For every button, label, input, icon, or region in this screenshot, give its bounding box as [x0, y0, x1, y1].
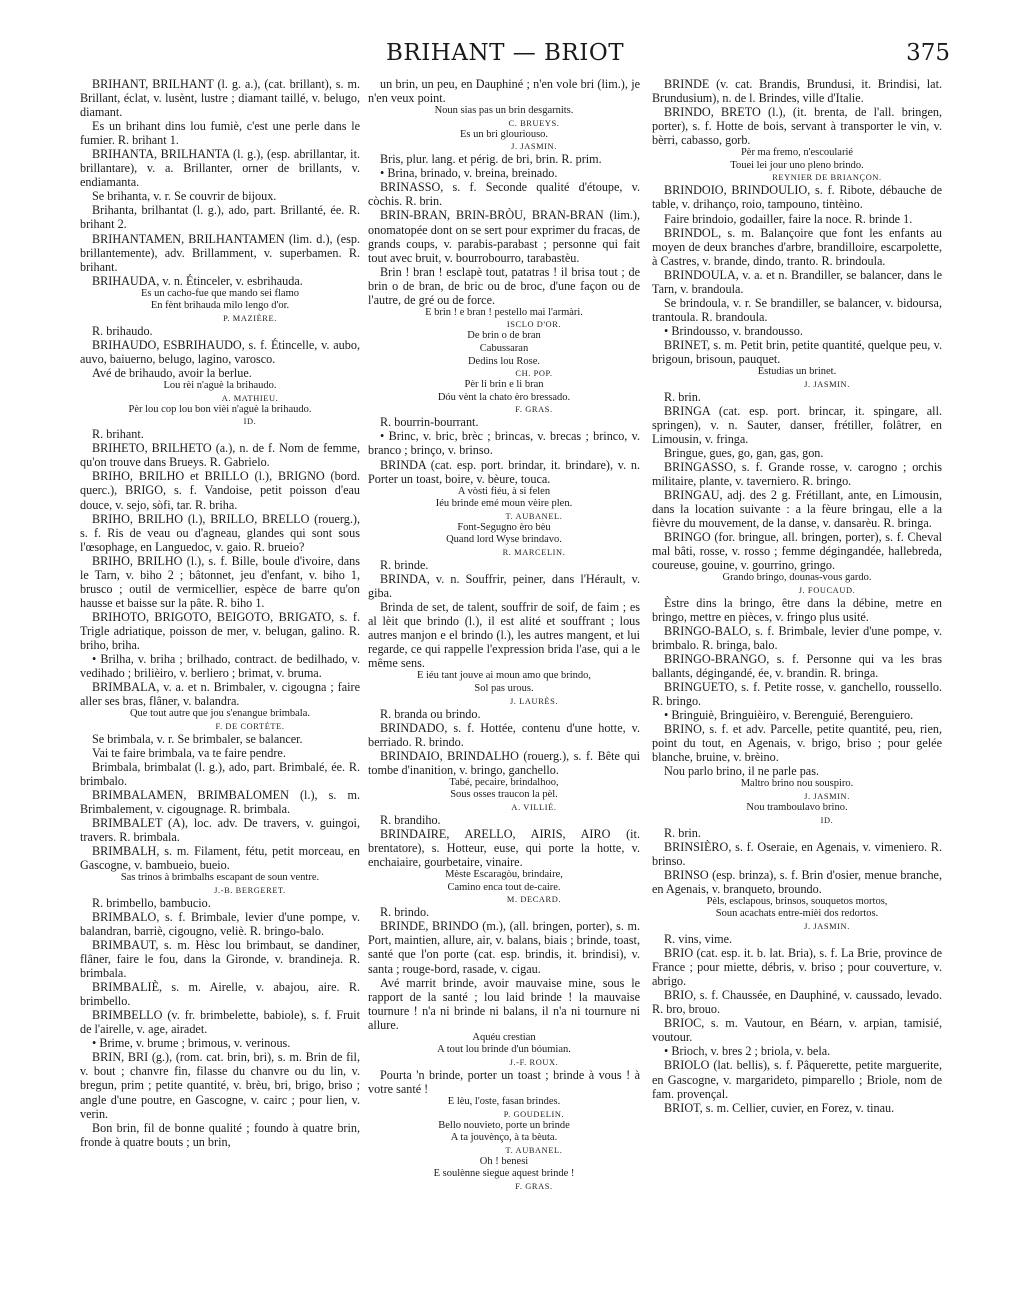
dictionary-entry: • Brilha, v. briha ; brilhado, contract. de bedilhado, v. vedihado ; brilièiro, v. berliero ; brimat, v. bruma. — [80, 652, 360, 681]
quotation-source: F. DE CORTÈTE. — [215, 721, 285, 731]
dictionary-entry: Brin ! bran ! esclapè tout, patatras ! il brisa tout ; de brin o de bran, de bric ou de broc, d'une façon ou de l'autre, de gré ou de force. — [368, 264, 640, 307]
quotation-source: ISCLO D'OR. — [506, 320, 562, 330]
page-number: 375 — [906, 40, 950, 66]
dictionary-entry: BRIHANTA, BRILHANTA (l. g.), (esp. abrillantar, it. brillantare), v. a. Brillanter, orner de brillants, v. endiamanta. — [80, 147, 360, 190]
dictionary-entry: BRINGASSO, s. f. Grande rosse, v. carogno ; orchis militaire, plante, v. taverniero. R. bringo. — [652, 459, 942, 488]
quotation-source: J. JASMIN. — [804, 792, 850, 802]
quotation-line: Noun sias pas un brin desgarnits. — [434, 105, 574, 117]
dictionary-entry: Faire brindoio, godailler, faire la noce. R. brinde 1. — [664, 211, 913, 226]
dictionary-entry: BRIMBALAMEN, BRIMBALOMEN (l.), s. m. Brimbalement, v. cigougnage. R. brimbala. — [80, 787, 360, 817]
dictionary-entry: R. vins, vime. — [664, 932, 733, 947]
dictionary-entry: R. brandiho. — [380, 812, 441, 827]
quotation-line: Mèste Escaragòu, brindaire, — [445, 869, 563, 881]
dictionary-entry: BRIHETO, BRILHETO (a.), n. de f. Nom de femme, qu'on trouve dans Brueys. R. Gabrielo. — [80, 441, 360, 470]
quotation-line: Pèr ma fremo, n'escoularié — [740, 147, 854, 159]
dictionary-entry: R. branda ou brindo. — [380, 706, 481, 721]
dictionary-entry: R. brimbello, bambucio. — [92, 895, 211, 910]
dictionary-entry: BRIOLO (lat. bellis), s. f. Pâquerette, petite marguerite, en Gascogne, v. margarideto, pimparello ; Briole, nom de fam. provençal. — [652, 1058, 942, 1101]
dictionary-column-right — [652, 77, 942, 1115]
dictionary-entry: BRINDE (v. cat. Brandis, Brundusi, it. Brindisi, lat. Brundusium), n. de l. Brindes, ville d'Italie. — [652, 77, 942, 106]
dictionary-entry: BRIHO, BRILHO et BRILLO (l.), BRIGNO (bord. querc.), BRIGO, s. f. Vandoise, petit poisson d'eau douce, v. sejo, sòfi, tar. R. briha. — [80, 469, 360, 512]
quotation-source: A. MATHIEU. — [221, 393, 279, 403]
dictionary-entry: BRIMBELLO (v. fr. brimbelette, babiole), s. f. Fruit de l'airelle, v. age, airadet. — [80, 1008, 360, 1037]
dictionary-entry: BRIOC, s. m. Vautour, en Béarn, v. arpian, tamisié, voutour. — [652, 1016, 942, 1045]
quotation-source: C. BRUEYS. — [508, 118, 560, 128]
quotation-line: Es un cacho-fue que mando sei flamo — [140, 287, 300, 299]
dictionary-entry: • Brime, v. brume ; brimous, v. verinous. — [92, 1036, 291, 1051]
dictionary-entry: BRINDOIO, BRINDOULIO, s. f. Ribote, débauche de table, v. drihanço, roio, tampouno, tintèino. — [652, 183, 942, 212]
quotation-source: R. MARCELIN. — [502, 547, 566, 557]
quotation-source: ID. — [820, 815, 834, 825]
dictionary-entry: • Bringuiè, Bringuièiro, v. Berenguié, Berenguiero. — [664, 708, 914, 723]
quotation-line: Pèls, esclapous, brinsos, souquetos mortos, — [706, 895, 888, 907]
quotation-line: Maltro brino nou souspiro. — [740, 778, 854, 790]
dictionary-column-middle — [368, 77, 640, 1192]
quotation-line: Camino enca tout de-caire. — [447, 881, 561, 893]
quotation-source: J.-F. ROUX. — [509, 1057, 559, 1067]
quotation-line: Estudias un brinet. — [757, 366, 837, 378]
quotation-line: E lèu, l'oste, fasan brindes. — [447, 1096, 561, 1108]
quotation-line: E brin ! e bran ! pestello mai l'armàri. — [425, 306, 583, 318]
quotation-line: Lou rèi n'aguè la brihaudo. — [163, 380, 277, 392]
dictionary-entry: BRINDOL, s. m. Balançoire que font les enfants au moyen de deux branches d'arbre, brandilloire, escarpolette, à Castres, v. brande, dindo, tranto. R. brindoula. — [652, 225, 942, 268]
quotation-source: F. GRAS. — [515, 405, 553, 415]
quotation-line: Tabé, pecaire, brindalhoo, — [449, 776, 559, 788]
dictionary-entry: Se brimbala, v. r. Se brimbaler, se balancer. — [92, 731, 303, 746]
quotation-line: Grando bringo, dounas-vous gardo. — [722, 572, 872, 584]
quotation-source: M. DECARD. — [506, 895, 562, 905]
dictionary-entry: un brin, un peu, en Dauphiné ; n'en vole bri (lim.), je n'en veux point. — [368, 77, 640, 106]
dictionary-entry: BRIHAUDA, v. n. Étinceler, v. esbrihauda. — [92, 273, 303, 288]
dictionary-entry: • Brioch, v. bres 2 ; briola, v. bela. — [664, 1044, 831, 1059]
dictionary-entry: BRINDAIRE, ARELLO, AIRIS, AIRO (it. brentatore), s. Hotteur, euse, qui porte la hotte, v. enchaiaire, gourbetaire, vinaire. — [368, 827, 640, 870]
quotation-line: Que tout autre que jou s'enangue brimbala. — [129, 708, 311, 720]
quotation-line: Sas trinos à brimbalhs escapant de soun ventre. — [120, 872, 320, 884]
dictionary-entry: BRINGA (cat. esp. port. brincar, it. spingare, all. springen), v. n. Sauter, danser, frétiller, folâtrer, en Limousin, v. fringa. — [652, 403, 942, 446]
dictionary-entry: BRINO, s. f. et adv. Parcelle, petite quantité, peu, rien, point du tout, en Agenais, v. brigo, briso ; pour gelée blanche, bruine, v. brèino. — [652, 722, 942, 765]
quotation-line: En fènt brihauda milo lengo d'or. — [150, 300, 290, 312]
quotation-line: E soulènne siegue aquest brinde ! — [433, 1168, 575, 1180]
dictionary-entry: • Brindousso, v. brandousso. — [664, 323, 803, 338]
quotation-line: A ta jouvènço, à ta bèuta. — [450, 1132, 558, 1144]
dictionary-entry: BRINASSO, s. f. Seconde qualité d'étoupe, v. còchis. R. brin. — [368, 180, 640, 209]
dictionary-entry: BRINDE, BRINDO (m.), (all. bringen, porter), s. m. Port, maintien, allure, air, v. balans, biais ; brinde, toast, santé que l'on porte (cat. esp. brindis, it. brindisi), v. santa ; rouge-bord, rasade, v. cigau. — [368, 919, 640, 976]
dictionary-entry: BRIHOTO, BRIGOTO, BEIGOTO, BRIGATO, s. f. Trigle adriatique, poisson de mer, v. belugan, galino. R. briho, briha. — [80, 609, 360, 652]
quotation-line: Quand lord Wyse brindavo. — [446, 534, 562, 546]
quotation-source: J. LAURÈS. — [509, 696, 559, 706]
dictionary-entry: BRINGO (for. bringue, all. bringen, porter), s. f. Cheval mal bâti, rosse, v. rosso ; femme dégingandée, hallebreda, coureuse, gouine, v. gourrino, gringo. — [652, 530, 942, 573]
dictionary-entry: BRINGO-BRANGO, s. f. Personne qui va les bras ballants, dégingandé, ée, v. brandin. R. bringa. — [652, 652, 942, 681]
dictionary-column-left — [80, 77, 360, 1149]
quotation-line: Aquéu crestian — [472, 1031, 536, 1043]
dictionary-entry: BRIMBALIÈ, s. m. Airelle, v. abajou, aire. R. brimbello. — [80, 980, 360, 1009]
quotation-source: ID. — [243, 417, 257, 427]
dictionary-entry: BRIMBALH, s. m. Filament, fétu, petit morceau, en Gascogne, v. bambueio, bueio. — [80, 844, 360, 873]
quotation-line: Dedins lou Rose. — [467, 355, 541, 367]
quotation-line: E iéu tant jouve ai moun amo que brindo, — [416, 670, 592, 682]
dictionary-entry: BRINDO, BRETO (l.), (it. brenta, de l'all. bringen, porter), s. f. Hotte de bois, servant à transporter le vin, v. bèrri, cabasso, gorb. — [652, 105, 942, 148]
page-header — [0, 40, 1024, 76]
dictionary-entry: BRINDADO, s. f. Hottée, contenu d'une hotte, v. berriado. R. brindo. — [368, 720, 640, 749]
quotation-source: J. FOUCAUD. — [798, 585, 856, 595]
dictionary-entry: BRIMBALO, s. f. Brimbale, levier d'une pompe, v. balandran, barriè, cigougno, veliè. R. bringo-balo. — [80, 909, 360, 938]
quotation-line: Touei lei jour uno pleno brindo. — [730, 159, 864, 171]
dictionary-entry: Pourta 'n brinde, porter un toast ; brinde à vous ! à votre santé ! — [368, 1067, 640, 1096]
quotation-line: Oh ! benesi — [479, 1155, 529, 1167]
dictionary-entry: BRIHANT, BRILHANT (l. g. a.), (cat. brillant), s. m. Brillant, éclat, v. lusènt, lustre ; diamant taillé, v. belugo, diamant. — [80, 77, 360, 120]
quotation-source: A. VILLIÉ. — [511, 802, 557, 812]
quotation-line: De brin o de bran — [467, 330, 541, 342]
quotation-source: P. GOUDELIN. — [503, 1109, 565, 1119]
dictionary-entry: BRINSIÈRO, s. f. Oseraie, en Agenais, v. vimeniero. R. brinso. — [652, 839, 942, 868]
dictionary-entry: BRINGUETO, s. f. Petite rosse, v. ganchello, roussello. R. bringo. — [652, 680, 942, 709]
dictionary-entry: R. brihaudo. — [92, 323, 153, 338]
quotation-source: CH. POP. — [515, 369, 553, 379]
dictionary-entry: Brihanta, brilhantat (l. g.), ado, part. Brillanté, ée. R. brihant 2. — [80, 203, 360, 232]
quotation-source: T. AUBANEL. — [505, 1145, 563, 1155]
dictionary-entry: BRINDA, v. n. Souffrir, peiner, dans l'Hérault, v. giba. — [368, 572, 640, 601]
quotation-source: F. GRAS. — [515, 1182, 553, 1191]
dictionary-entry: Es un brihant dins lou fumiè, c'est une perle dans le fumier. R. brihant 1. — [80, 119, 360, 148]
quotation-source: P. MAZIÈRE. — [223, 313, 277, 323]
dictionary-entry: BRINDA (cat. esp. port. brindar, it. brindare), v. n. Porter un toast, boire, v. bèure, touca. — [368, 457, 640, 486]
dictionary-entry: R. brin. — [664, 389, 701, 404]
dictionary-entry: BRIO (cat. esp. it. b. lat. Bria), s. f. La Brie, province de France ; pour miette, débris, v. briso ; pour couverture, v. abrigo. — [652, 946, 942, 989]
quotation-line: Iéu brinde emé moun vèire plen. — [435, 498, 573, 510]
dictionary-entry: BRINSO (esp. brinza), s. f. Brin d'osier, menue branche, en Agenais, v. branqueto, broundo. — [652, 867, 942, 896]
dictionary-entry: BRIHO, BRILHO (l.), s. f. Bille, boule d'ivoire, dans le Tarn, v. biho 2 ; bâtonnet, jeu d'enfant, v. biho 1, brusco ; outil de vermicellier, espèce de barre qu'on hausse et baisse sur la pâte. R. biho 1. — [80, 553, 360, 610]
dictionary-entry: R. bourrin-bourrant. — [380, 415, 479, 430]
dictionary-entry: • Brina, brinado, v. breina, breinado. — [380, 166, 558, 181]
quotation-line: Pèr lou cop lou bon vièi n'aguè la brihaudo. — [128, 403, 312, 415]
dictionary-entry: Avé de brihaudo, avoir la berlue. — [92, 366, 252, 381]
dictionary-entry: Se brihanta, v. r. Se couvrir de bijoux. — [92, 189, 277, 204]
quotation-source: T. AUBANEL. — [505, 511, 563, 521]
dictionary-entry: BRIMBALA, v. a. et n. Brimbaler, v. cigougna ; faire aller ses bras, flâner, v. balandra. — [80, 680, 360, 709]
dictionary-entry: BRIHANTAMEN, BRILHANTAMEN (lim. d.), (esp. brillantemente), adv. Brillamment, v. superbamen. R. brihant. — [80, 231, 360, 274]
dictionary-entry: Vai te faire brimbala, va te faire pendre. — [92, 745, 286, 760]
quotation-line: Cabussaran — [479, 342, 529, 354]
quotation-line: Sol pas urous. — [474, 682, 534, 694]
quotation-line: Sous osses traucon la pèl. — [450, 789, 558, 801]
dictionary-entry: R. brihant. — [92, 427, 144, 442]
dictionary-entry: Bon brin, fil de bonne qualité ; foundo à quatre brin, fronde à quatre bouts ; un brin, — [80, 1120, 360, 1149]
quotation-line: Pèr li brin e li bran — [464, 379, 544, 391]
dictionary-entry: BRIHO, BRILHO (l.), BRILLO, BRELLO (rouerg.), s. f. Ris de veau ou d'agneau, glandes qui sont sous l'œsophage, en Languedoc, v. gaio. R. brueio? — [80, 511, 360, 554]
quotation-line: Soun acachats entre-mièi dos redortos. — [715, 908, 879, 920]
dictionary-entry: Avé marrit brinde, avoir mauvaise mine, sous le rapport de la santé ; lou laid brinde ! la mauvaise tournure ! n'a ni brinde ni balans, il n'a ni tournure ni allure. — [368, 975, 640, 1032]
quotation-source: J.-B. BERGERET. — [214, 885, 286, 895]
dictionary-entry: BRINGO-BALO, s. f. Brimbale, levier d'une pompe, v. brimbalo. R. bringa, balo. — [652, 623, 942, 652]
quotation-line: A tout lou brinde d'un bóumian. — [437, 1044, 571, 1056]
dictionary-entry: Se brindoula, v. r. Se brandiller, se balancer, v. bidoursa, trantoula. R. brandoula. — [652, 295, 942, 324]
dictionary-entry: BRIN-BRAN, BRIN-BRÒU, BRAN-BRAN (lim.), onomatopée dont on se sert pour exprimer du fracas, de grands coups, v. parabis-parabast ; personne qui fait tout avec bruit, v. bourrobourro, tarabastèu. — [368, 208, 640, 265]
dictionary-entry: Èstre dins la bringo, être dans la débine, metre en bringo, mettre en pièces, v. fringo plus usité. — [652, 595, 942, 624]
quotation-source: J. JASMIN. — [804, 922, 850, 932]
dictionary-entry: R. brin. — [664, 825, 701, 840]
dictionary-entry: R. brinde. — [380, 557, 429, 572]
dictionary-entry: BRIHAUDO, ESBRIHAUDO, s. f. Étincelle, v. aubo, auvo, baiuerno, belugo, lagino, varosco. — [80, 337, 360, 366]
quotation-line: Dóu vènt la chato èro bressado. — [437, 391, 571, 403]
dictionary-entry: Bris, plur. lang. et périg. de bri, brin. R. prim. — [380, 152, 602, 167]
dictionary-entry: BRIOT, s. m. Cellier, cuvier, en Forez, v. tinau. — [664, 1100, 895, 1115]
quotation-source: REYNIER DE BRIANÇON. — [772, 173, 882, 183]
dictionary-entry: BRIMBAUT, s. m. Hèsc lou brimbaut, se dandiner, flâner, faire le fou, dans la Gironde, v. brandineja. R. brimbala. — [80, 938, 360, 981]
dictionary-entry: R. brindo. — [380, 905, 430, 920]
dictionary-entry: BRINDOULA, v. a. et n. Brandiller, se balancer, dans le Tarn, v. brandoula. — [652, 267, 942, 296]
dictionary-entry: BRIMBALET (A), loc. adv. De travers, v. guingoi, travers. R. brimbala. — [80, 816, 360, 845]
dictionary-entry: BRINET, s. m. Petit brin, petite quantité, quelque peu, v. brigoun, brisoun, pauquet. — [652, 337, 942, 366]
dictionary-entry: BRIN, BRI (g.), (rom. cat. brin, bri), s. m. Brin de fil, v. bout ; chanvre fin, filasse du chanvre ou du lin, v. bregun, prim ; petite quantité, v. brèu, bri, brigo, briso ; angle d'une poutre, en Gascogne, v. cairc ; pour lien, v. verin. — [80, 1050, 360, 1121]
quotation-line: Bello nouvieto, porte un brinde — [438, 1119, 570, 1131]
quotation-line: Font-Segugno èro bèu — [457, 521, 551, 533]
quotation-line: Nou tramboulavo brino. — [746, 802, 848, 814]
dictionary-entry: Brimbala, brimbalat (l. g.), ado, part. Brimbalé, ée. R. brimbalo. — [80, 759, 360, 788]
page-title: BRIHANT — BRIOT — [385, 40, 625, 66]
dictionary-entry: Brinda de set, de talent, souffrir de soif, de faim ; es al lèit que brindo (l.), il est alité et souffrant ; lous autres manjon e el brindo (l.), les autres mangent, et lui regarde, ce qui rappelle l'expression brida l'ase, qui a le même sens. — [368, 600, 640, 671]
quotation-source: J. JASMIN. — [511, 142, 557, 152]
dictionary-entry: BRIO, s. f. Chaussée, en Dauphiné, v. caussado, levado. R. bro, brouo. — [652, 988, 942, 1017]
quotation-line: Es un bri glouriouso. — [459, 128, 549, 140]
dictionary-entry: Nou parlo brino, il ne parle pas. — [664, 764, 820, 779]
dictionary-entry: Bringue, gues, go, gan, gas, gon. — [664, 445, 824, 460]
dictionary-entry: • Brinc, v. bric, brèc ; brincas, v. brecas ; brinco, v. branco ; brinço, v. brinso. — [368, 429, 640, 458]
dictionary-entry: BRINGAU, adj. des 2 g. Frétillant, ante, en Limousin, dans la location suivante : a la fèure bringau, elle a la fièvre du mouvement, de la danse, v. dansarèu. R. bringa. — [652, 487, 942, 531]
dictionary-entry: BRINDAIO, BRINDALHO (rouerg.), s. f. Bête qui tombe d'inanition, v. bringo, ganchello. — [368, 748, 640, 777]
quotation-line: A vòsti fiéu, à si felen — [457, 485, 551, 497]
quotation-source: J. JASMIN. — [804, 379, 850, 389]
